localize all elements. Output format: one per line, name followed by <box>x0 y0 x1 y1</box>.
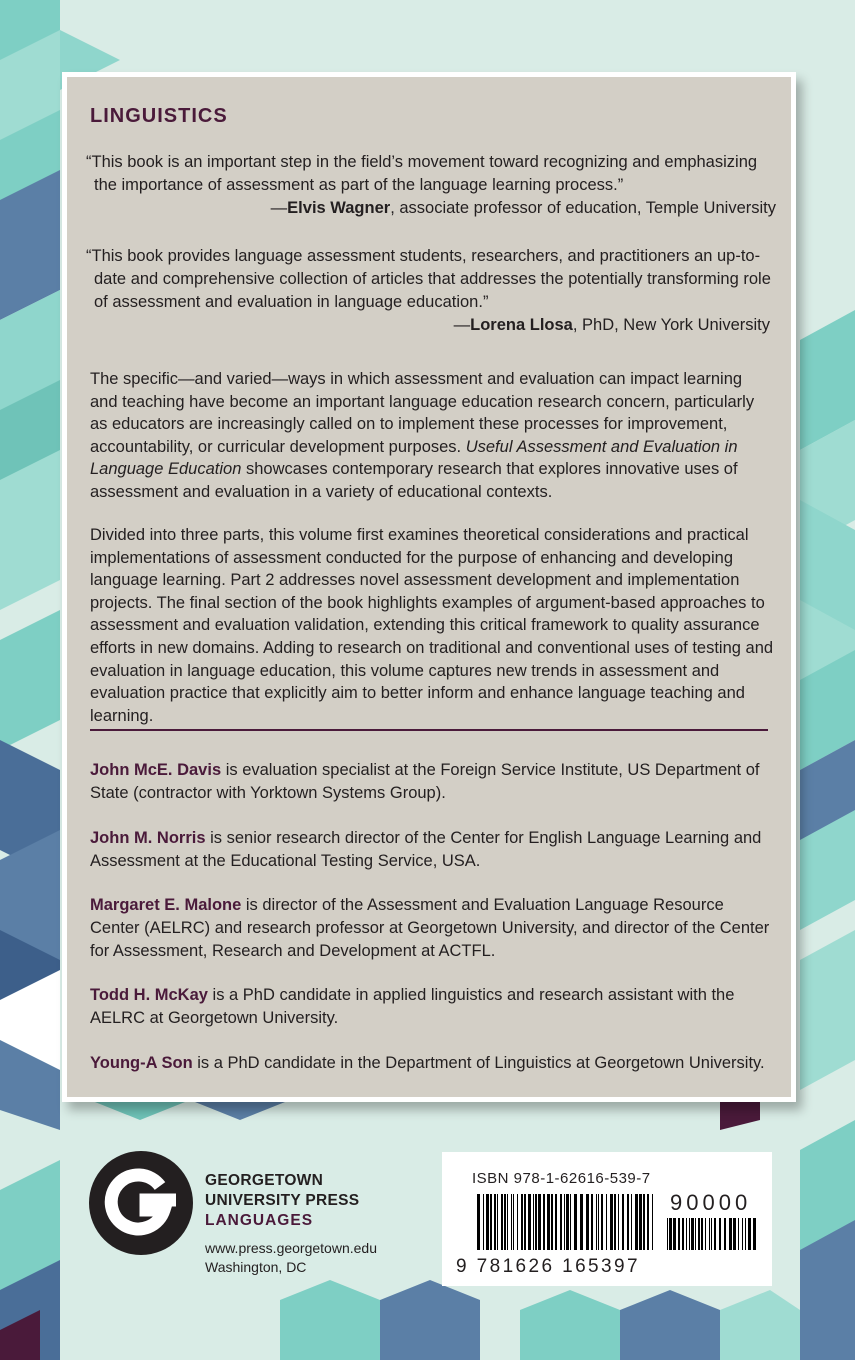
barcode-bar <box>705 1218 706 1250</box>
price-addon-digits: 90000 <box>670 1190 752 1215</box>
author-bio-5: Young-A Son is a PhD candidate in the Department of Linguistics at Georgetown University. <box>90 1054 765 1072</box>
author-bio-2: John M. Norris is senior research director of the Center for English Language Learning and Assessment at the Educational Testing Service, USA. <box>90 829 762 870</box>
barcode-bar <box>507 1194 508 1250</box>
barcode-bar <box>543 1194 545 1250</box>
barcode-bar <box>714 1218 716 1250</box>
barcode-bar <box>610 1194 613 1250</box>
barcode-bar <box>490 1194 492 1250</box>
barcode-bar <box>533 1194 534 1250</box>
author-name: Margaret E. Malone <box>90 896 242 914</box>
barcode-bar <box>606 1194 607 1250</box>
barcode-bar <box>555 1194 557 1250</box>
quote-text: “This book provides language assessment students, researchers, and practitioners an up-to-date and comprehensive collection of articles that addresses the potentially transforming role of assessment and evaluation in language education.” <box>86 247 771 311</box>
barcode-bar <box>566 1194 569 1250</box>
quote-attribution: —Elvis Wagner, associate professor of education, Temple University <box>270 199 776 217</box>
publisher-imprint: LANGUAGES <box>205 1212 314 1229</box>
author-name: Todd H. McKay <box>90 986 208 1004</box>
georgetown-g-logo-icon <box>86 1148 198 1258</box>
barcode-bar <box>695 1218 696 1250</box>
barcode-bar <box>729 1218 732 1250</box>
barcode-bar <box>667 1218 668 1250</box>
quote-attribution: —Lorena Llosa, PhD, New York University <box>453 316 770 334</box>
barcode-bar <box>521 1194 523 1250</box>
barcode-bar <box>564 1194 565 1250</box>
barcode-bar <box>580 1194 583 1250</box>
category-heading: LINGUISTICS <box>90 105 228 127</box>
barcode-bar <box>547 1194 550 1250</box>
barcode-bar <box>691 1218 694 1250</box>
barcode-bar <box>673 1218 676 1250</box>
barcode-bar <box>745 1218 746 1250</box>
divider-rule <box>90 729 768 731</box>
barcode-bar <box>596 1194 597 1250</box>
barcode-bar <box>574 1194 577 1250</box>
barcode-bar <box>591 1194 593 1250</box>
barcode-bar <box>483 1194 484 1250</box>
barcode-bar <box>686 1218 687 1250</box>
barcode-bar <box>647 1194 649 1250</box>
barcode-bar <box>504 1194 506 1250</box>
barcode-bar <box>639 1194 642 1250</box>
description-paragraph-2: Divided into three parts, this volume first examines theoretical considerations and practical implementations of assessment conducted for the purpose of enhancing and developing language learning. Part 2 addresses novel assessment development and implementation projects. The final section of the book highlights examples of argument-based approaches to assessment and evaluation validation, extending this critical framework to quality assurance efforts in new domains. Adding to research on traditional and conventional uses of testing and evaluation in language education, this volume captures new trends in assessment and evaluation practice that explicitly aim to better inform and enhance language teaching and learning. <box>90 526 774 725</box>
book-title: Useful Assessment and Evaluation in Language Education <box>90 437 738 479</box>
quote-text: “This book is an important step in the field’s movement toward recognizing and emphasizing the importance of assessment as part of the language learning process.” <box>86 153 758 194</box>
barcode-bar <box>635 1194 638 1250</box>
barcode-bar <box>501 1194 503 1250</box>
author-name: Young-A Son <box>90 1054 193 1072</box>
endorsement-quote-1 <box>86 151 776 220</box>
barcode-digits: 9 781626 165397 <box>456 1256 640 1277</box>
barcode-bar <box>689 1218 690 1250</box>
barcode-bar <box>614 1194 616 1250</box>
barcode-bar <box>494 1194 496 1250</box>
author-bio-3: Margaret E. Malone is director of the Assessment and Evaluation Language Resource Center (AELRC) and research professor at Georgetown University, and director of the Center for Assessment, Research and Development at ACTFL. <box>90 896 770 960</box>
barcode-bar <box>748 1218 751 1250</box>
publisher-url: www.press.georgetown.edu <box>205 1240 377 1256</box>
barcode-bar <box>601 1194 603 1250</box>
publisher-city: Washington, DC <box>205 1259 307 1275</box>
barcode-bar <box>701 1218 703 1250</box>
publisher-name-line-1: GEORGETOWN <box>205 1172 324 1189</box>
barcode-bar <box>598 1194 599 1250</box>
barcode-bar <box>742 1218 743 1250</box>
barcode-bar <box>682 1218 684 1250</box>
barcode-bar <box>631 1194 632 1250</box>
barcode-bar <box>486 1194 489 1250</box>
quote-author: Elvis Wagner <box>287 199 391 217</box>
author-name: John McE. Davis <box>90 761 222 779</box>
endorsement-quote-2 <box>86 245 776 337</box>
barcode-bar <box>511 1194 512 1250</box>
barcode-bar <box>517 1194 518 1250</box>
barcode-bar <box>513 1194 514 1250</box>
isbn-barcode-block <box>442 1152 772 1286</box>
barcode-bar <box>618 1194 619 1250</box>
barcode-bar <box>560 1194 562 1250</box>
barcode-bar <box>652 1194 653 1250</box>
barcode-bar <box>719 1218 721 1250</box>
barcode-bar <box>622 1194 624 1250</box>
barcode-bar <box>669 1218 672 1250</box>
barcode-bar <box>678 1218 680 1250</box>
author-name: John M. Norris <box>90 829 206 847</box>
barcode-bar <box>627 1194 629 1250</box>
addon-barcode <box>667 1218 757 1250</box>
barcode-bar <box>698 1218 700 1250</box>
barcode-bar <box>551 1194 553 1250</box>
barcode-bar <box>711 1218 712 1250</box>
barcode-bar <box>570 1194 571 1250</box>
ean-barcode <box>477 1194 653 1250</box>
author-bio-4: Todd H. McKay is a PhD candidate in applied linguistics and research assistant with the AELRC at Georgetown University. <box>90 986 735 1027</box>
back-cover-text-panel <box>62 72 796 1102</box>
barcode-bar <box>524 1194 526 1250</box>
barcode-bar <box>738 1218 739 1250</box>
publisher-name-line-2: UNIVERSITY PRESS <box>205 1192 360 1209</box>
barcode-bar <box>538 1194 541 1250</box>
barcode-bar <box>643 1194 645 1250</box>
quote-author: Lorena Llosa <box>470 316 573 334</box>
barcode-bar <box>733 1218 736 1250</box>
barcode-bar <box>709 1218 710 1250</box>
barcode-bar <box>586 1194 589 1250</box>
author-bio-1: John McE. Davis is evaluation specialist at the Foreign Service Institute, US Department of State (contractor with Yorktown Systems Group). <box>90 761 760 802</box>
barcode-bar <box>528 1194 531 1250</box>
isbn-number: ISBN 978-1-62616-539-7 <box>472 1170 651 1187</box>
barcode-bar <box>535 1194 537 1250</box>
description-paragraph-1: The specific—and varied—ways in which assessment and evaluation can impact learning and teaching have become an important language education research concern, particularly as educators are increasingly called on to implement these processes for improvement, accountability, or curricular development purposes. Useful Assessment and Evaluation in Language Education showcases contemporary research that explores innovative uses of assessment and evaluation in a variety of educational contexts. <box>90 370 755 501</box>
barcode-bar <box>753 1218 756 1250</box>
barcode-bar <box>477 1194 480 1250</box>
barcode-bar <box>497 1194 498 1250</box>
barcode-bar <box>724 1218 726 1250</box>
